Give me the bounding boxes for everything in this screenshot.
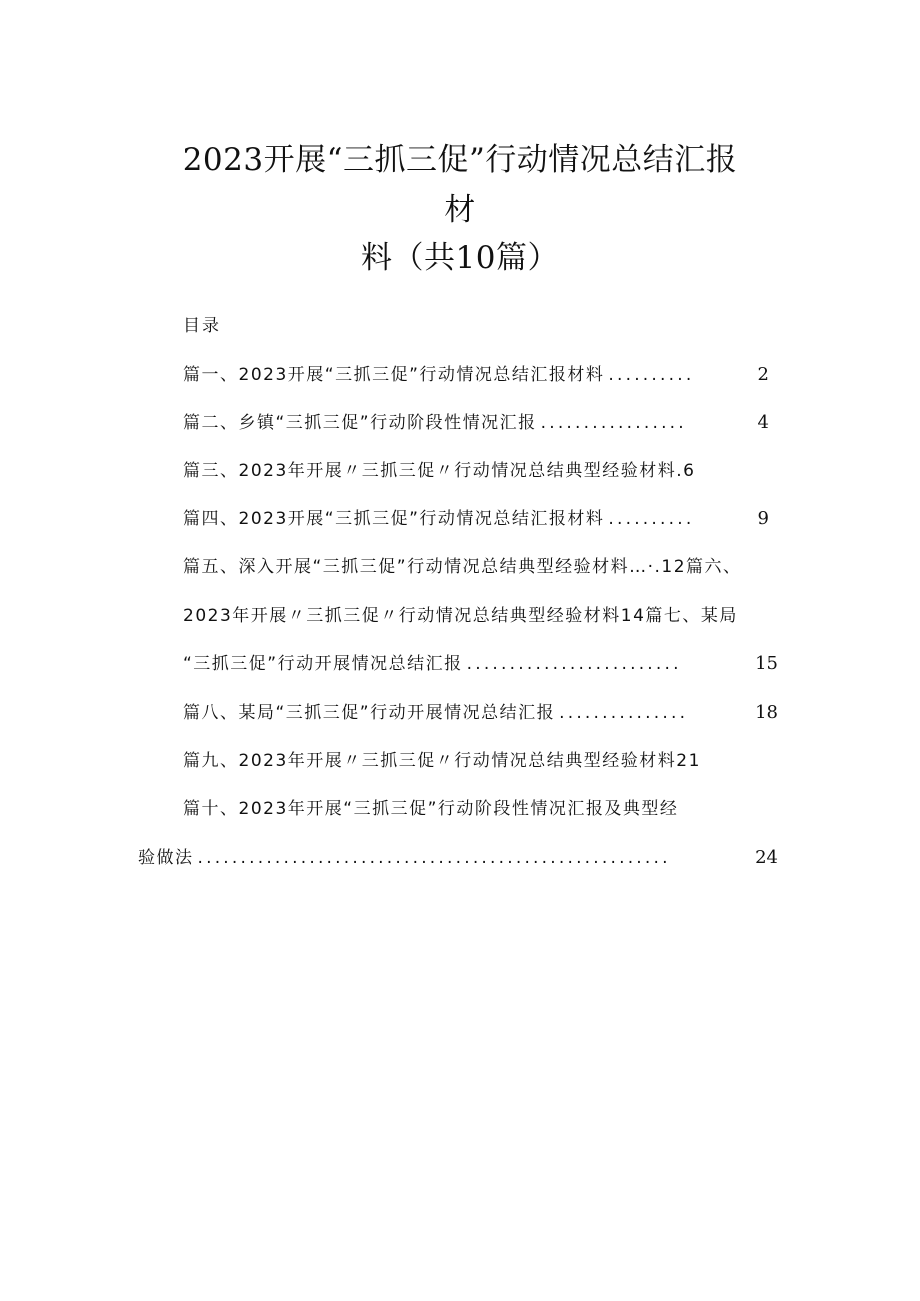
toc-leader-dots: ............... [559, 703, 689, 723]
toc-entry-10[interactable] [183, 797, 783, 821]
toc-entry-11[interactable] [138, 846, 778, 870]
toc-entry-text: 篇三、2023年开展〃三抓三促〃行动情况总结典型经验材料.6 [183, 461, 696, 481]
toc-leader-dots: .......... [608, 509, 695, 529]
toc-entry-text: 篇四、2023开展“三抓三促”行动情况总结汇报材料 [183, 509, 605, 529]
document-title-line-2: 材 [444, 192, 476, 228]
toc-entry-2[interactable] [183, 411, 769, 435]
toc-heading: 目录 [183, 316, 221, 336]
toc-entry-3[interactable] [183, 459, 783, 483]
document-title-line-1: 2023开展“三抓三促”行动情况总结汇报 [182, 142, 738, 178]
toc-page-number: 9 [757, 508, 769, 529]
toc-entry-4[interactable] [183, 507, 769, 531]
toc-entry-text: “三抓三促”行动开展情况总结汇报 [183, 654, 463, 674]
toc-leader-dots: ................. [540, 413, 687, 433]
toc-leader-dots: ....................................................... [197, 848, 671, 868]
toc-entry-text: 篇九、2023年开展〃三抓三促〃行动情况总结典型经验材料21 [183, 751, 701, 771]
toc-entry-6[interactable] [183, 604, 823, 628]
toc-leader-dots: .......... [608, 365, 695, 385]
toc-entry-text: 篇五、深入开展“三抓三促”行动情况总结典型经验材料…·.12篇六、 [183, 557, 742, 577]
toc-entry-8[interactable] [183, 701, 778, 725]
toc-page-number: 24 [755, 847, 778, 868]
toc-entry-text: 篇十、2023年开展“三抓三促”行动阶段性情况汇报及典型经 [183, 799, 679, 819]
toc-entry-9[interactable] [183, 749, 783, 773]
toc-entry-5[interactable] [183, 555, 823, 579]
toc-page-number: 18 [755, 702, 778, 723]
toc-entry-text: 篇一、2023开展“三抓三促”行动情况总结汇报材料 [183, 365, 605, 385]
toc-entry-1[interactable] [183, 363, 769, 387]
toc-entry-text: 篇二、乡镇“三抓三促”行动阶段性情况汇报 [183, 413, 537, 433]
document-title-line-3: 料（共10篇） [361, 240, 559, 276]
toc-page-number: 4 [757, 412, 769, 433]
toc-page-number: 2 [757, 364, 769, 385]
toc-entry-text: 验做法 [138, 848, 194, 868]
toc-entry-text: 篇八、某局“三抓三促”行动开展情况总结汇报 [183, 703, 556, 723]
toc-leader-dots: ......................... [466, 654, 682, 674]
toc-page-number: 15 [755, 653, 778, 674]
toc-entry-text: 2023年开展〃三抓三促〃行动情况总结典型经验材料14篇七、某局 [183, 606, 738, 626]
toc-entry-7[interactable] [183, 652, 778, 676]
